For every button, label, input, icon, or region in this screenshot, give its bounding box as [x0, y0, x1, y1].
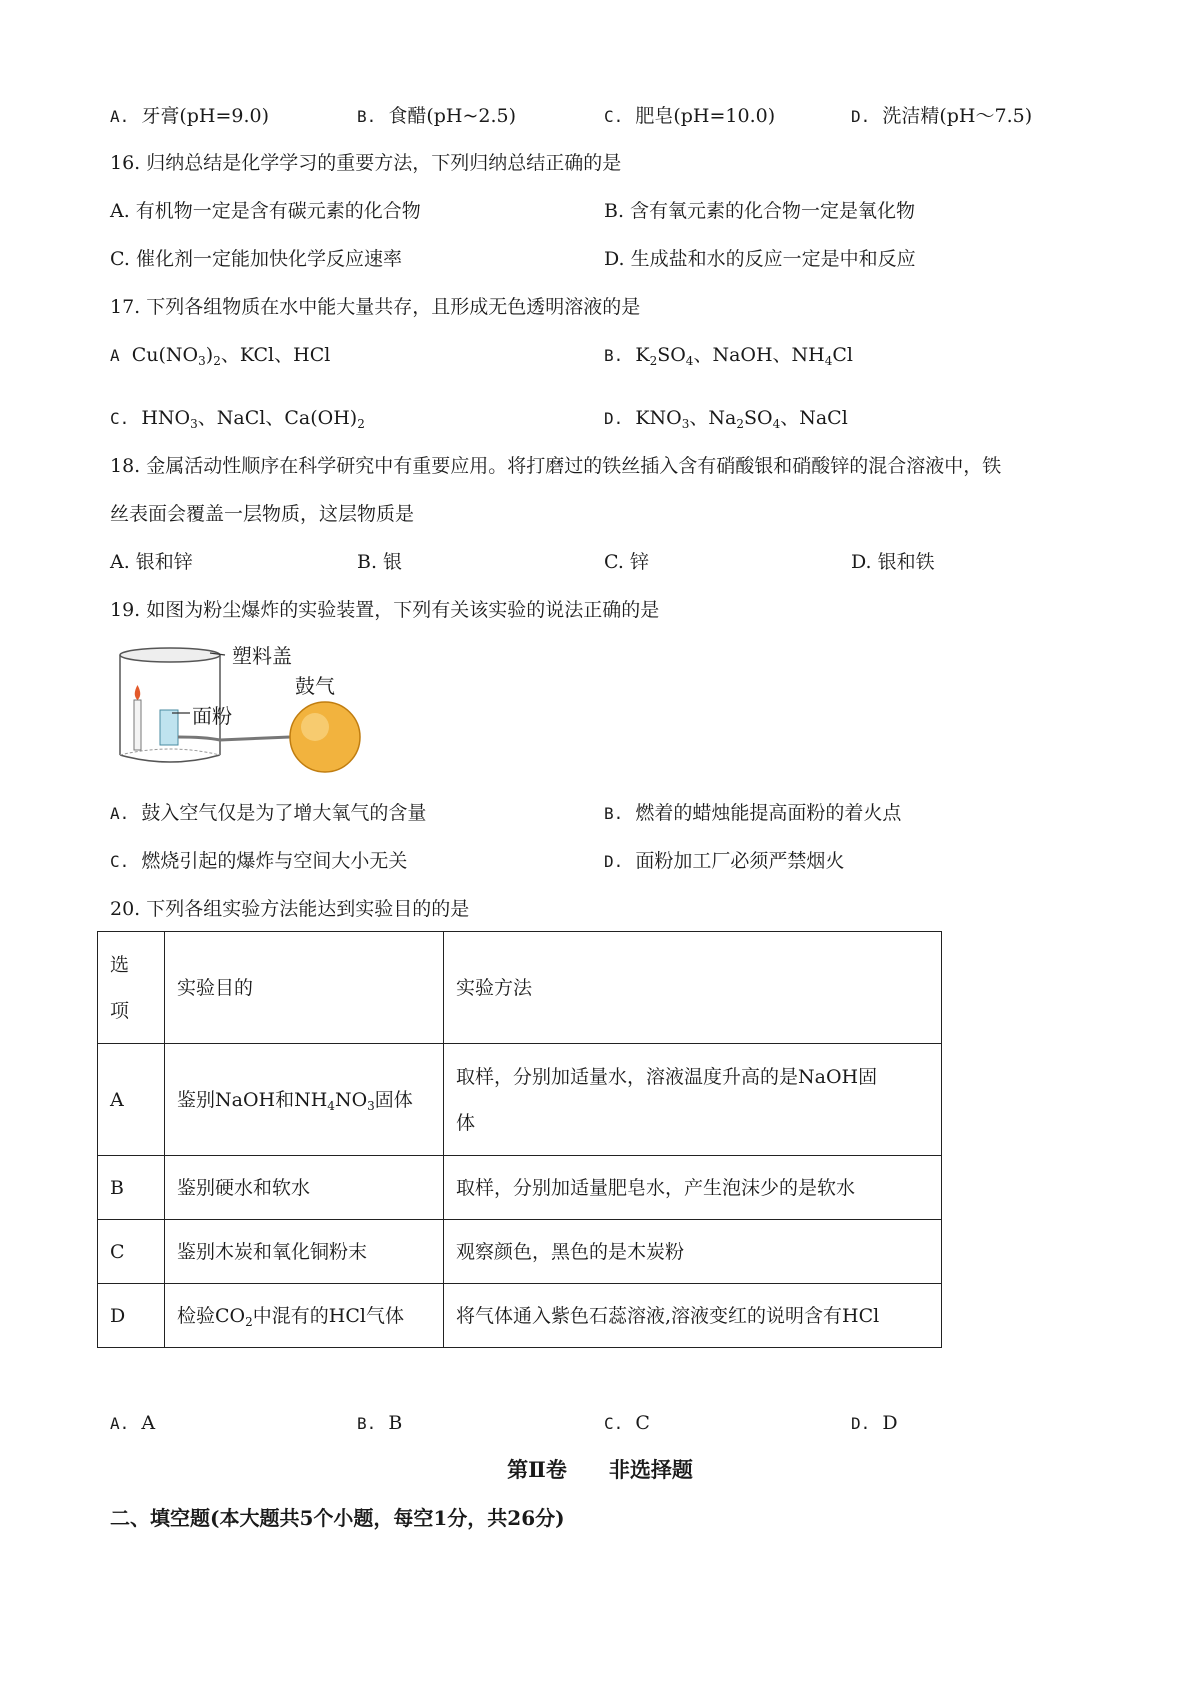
q19-options-row1 — [110, 798, 1110, 828]
q18-option-c[interactable]: C. 锌 — [604, 551, 649, 573]
q17-option-a[interactable]: A $Cu(NO_3)_2$、KCl、HCl — [110, 344, 331, 368]
q20-option-b[interactable]: B. B — [357, 1412, 403, 1434]
table-row — [98, 1284, 942, 1348]
table-row — [98, 1220, 942, 1284]
label-plastic-lid: 塑料盖 — [232, 644, 292, 668]
label-blow-air: 鼓气 — [295, 674, 335, 698]
q17-options-row2 — [110, 403, 1110, 433]
q19-option-d[interactable]: D. 面粉加工厂必须严禁烟火 — [604, 850, 845, 872]
row-option: A — [98, 1044, 165, 1156]
q20-options — [110, 1408, 1110, 1438]
q17-options-row1 — [110, 340, 1110, 370]
q17-option-b[interactable]: B. $K_2SO_4$、NaOH、$NH_4Cl$ — [604, 344, 853, 368]
q16-stem: 16. 归纳总结是化学学习的重要方法，下列归纳总结正确的是 — [110, 152, 622, 174]
q18-option-b[interactable]: B. 银 — [357, 551, 403, 573]
row-method: 将气体通入紫色石蕊溶液,溶液变红的说明含有HCl — [444, 1284, 942, 1348]
row-purpose: 检验$CO_2$中混有的HCl气体 — [165, 1284, 444, 1348]
row-method: 取样，分别加适量肥皂水，产生泡沫少的是软水 — [444, 1156, 942, 1220]
q18-option-a[interactable]: A. 银和锌 — [110, 551, 193, 573]
dust-explosion-figure — [110, 645, 390, 795]
q17-option-a-text: $Cu(NO_3)_2$、KCl、HCl — [131, 344, 331, 368]
q17-option-c[interactable]: C. $HNO_3$、NaCl、$Ca(OH)_2$ — [110, 407, 365, 431]
q15-option-c[interactable]: C. 肥皂(pH=10.0) — [604, 105, 776, 127]
header-option: 选 项 — [98, 932, 165, 1044]
q16-option-d[interactable]: D. 生成盐和水的反应一定是中和反应 — [604, 248, 916, 270]
q15-options — [110, 101, 1110, 131]
q20-option-c[interactable]: C. C — [604, 1412, 650, 1434]
row-method: 观察颜色，黑色的是木炭粉 — [444, 1220, 942, 1284]
header-method: 实验方法 — [444, 932, 942, 1044]
q19-option-b[interactable]: B. 燃着的蜡烛能提高面粉的着火点 — [604, 802, 902, 824]
table-header-row — [98, 932, 942, 1044]
q18-stem-line2: 丝表面会覆盖一层物质，这层物质是 — [110, 503, 415, 525]
q20-option-d[interactable]: D. D — [851, 1412, 898, 1434]
row-option: C — [98, 1220, 165, 1284]
row-purpose: 鉴别硬水和软水 — [165, 1156, 444, 1220]
q16-options-row1 — [110, 196, 1110, 226]
q16-option-c[interactable]: C. 催化剂一定能加快化学反应速率 — [110, 248, 402, 270]
row-purpose: 鉴别木炭和氧化铜粉末 — [165, 1220, 444, 1284]
q17-option-c-text: $HNO_3$、NaCl、$Ca(OH)_2$ — [141, 407, 365, 431]
section-heading: 二、填空题(本大题共5个小题，每空1分，共26分) — [110, 1506, 565, 1530]
q17-option-b-text: $K_2SO_4$、NaOH、$NH_4Cl$ — [635, 344, 853, 368]
q18-stem-line1: 18. 金属活动性顺序在科学研究中有重要应用。将打磨过的铁丝插入含有硝酸银和硝酸锌的混合溶液中，铁 — [110, 455, 1002, 477]
q15-option-d[interactable]: D. 洗洁精(pH～7.5) — [851, 105, 1033, 127]
q17-stem: 17. 下列各组物质在水中能大量共存，且形成无色透明溶液的是 — [110, 296, 641, 318]
q17-option-d[interactable]: D. $KNO_3$、$Na_2SO_4$、NaCl — [604, 407, 848, 431]
q16-option-b[interactable]: B. 含有氧元素的化合物一定是氧化物 — [604, 200, 916, 222]
q15-option-b[interactable]: B. 食醋(pH~2.5) — [357, 105, 517, 127]
q19-stem: 19. 如图为粉尘爆炸的实验装置，下列有关该实验的说法正确的是 — [110, 599, 660, 621]
q18-options — [110, 547, 1110, 577]
q19-option-a[interactable]: A. 鼓入空气仅是为了增大氧气的含量 — [110, 802, 427, 824]
row-purpose: 鉴别NaOH和$NH_4NO_3$固体 — [165, 1044, 444, 1156]
q19-option-c[interactable]: C. 燃烧引起的爆炸与空间大小无关 — [110, 850, 408, 872]
q15-option-a[interactable]: A. 牙膏(pH=9.0) — [110, 105, 270, 127]
experiment-table — [97, 931, 942, 1348]
row-option: B — [98, 1156, 165, 1220]
q16-option-a[interactable]: A. 有机物一定是含有碳元素的化合物 — [110, 200, 421, 222]
q17-option-d-text: $KNO_3$、$Na_2SO_4$、NaCl — [635, 407, 848, 431]
label-flour: 面粉 — [192, 704, 232, 728]
row-option: D — [98, 1284, 165, 1348]
table-row — [98, 1156, 942, 1220]
q19-options-row2 — [110, 846, 1110, 876]
q20-option-a[interactable]: A. A — [110, 1412, 156, 1434]
table-row — [98, 1044, 942, 1156]
row-method: 取样，分别加适量水，溶液温度升高的是NaOH固 体 — [444, 1044, 942, 1156]
section-title: 第Ⅱ卷 非选择题 — [507, 1457, 693, 1482]
q18-option-d[interactable]: D. 银和铁 — [851, 551, 935, 573]
header-purpose: 实验目的 — [165, 932, 444, 1044]
q16-options-row2 — [110, 244, 1110, 274]
q20-stem: 20. 下列各组实验方法能达到实验目的的是 — [110, 898, 470, 920]
